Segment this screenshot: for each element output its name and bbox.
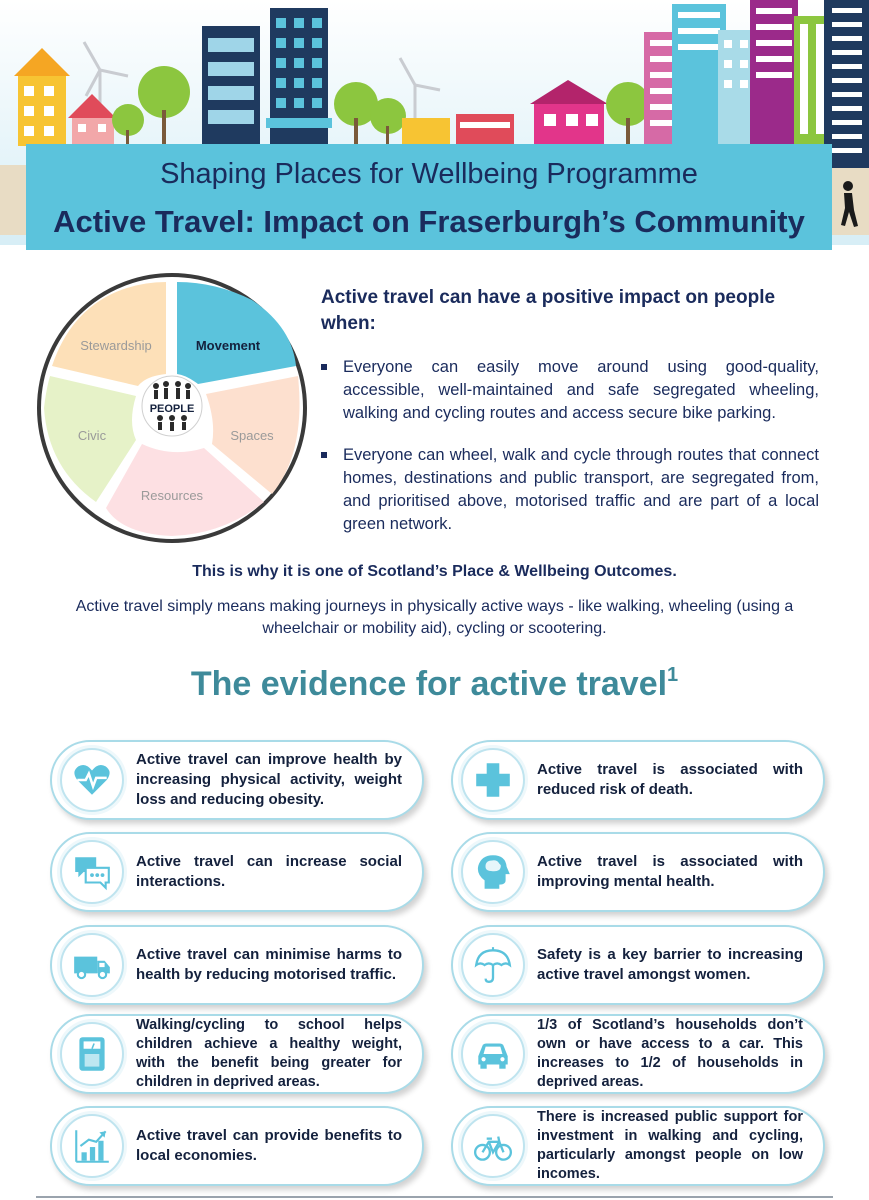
footnote-marker: 1 <box>667 664 679 686</box>
evidence-card-text: Active travel is associated with reduced risk of death. <box>537 761 803 798</box>
scale-icon <box>60 1022 124 1086</box>
evidence-card <box>451 1106 825 1186</box>
evidence-card <box>50 740 424 820</box>
title-banner <box>26 144 832 250</box>
evidence-card <box>50 925 424 1005</box>
outcome-statement: This is why it is one of Scotland’s Place & Wellbeing Outcomes. <box>192 563 677 580</box>
evidence-card-text: Walking/cycling to school helps children achieve a healthy weight, with the benefit being greater for children in deprived areas. <box>136 1017 402 1090</box>
head-brain-icon <box>461 840 525 904</box>
bullet-square-icon <box>321 452 327 458</box>
evidence-card <box>451 740 825 820</box>
evidence-card-text: There is increased public support for investment in walking and cycling, particularly amongst people on low incomes. <box>537 1109 803 1182</box>
bottom-divider <box>36 1196 833 1198</box>
place-standard-wheel <box>36 272 308 544</box>
evidence-card <box>451 1014 825 1094</box>
list-item: Everyone can easily move around using good-quality, accessible, well-maintained and safe segregated wheeling, walking and cycling routes and access secure bike parking. <box>321 356 819 425</box>
page-title: Active Travel: Impact on Fraserburgh’s Community <box>53 204 805 239</box>
wheel-label-resources: Resources <box>140 488 204 503</box>
wheel-segment-movement <box>177 282 296 384</box>
list-item: Everyone can wheel, walk and cycle through routes that connect homes, destinations and public transport, are segregated from, and prioritised above, motorised traffic and are part of a local green network. <box>321 444 819 536</box>
evidence-card <box>50 1014 424 1094</box>
car-icon <box>461 1022 525 1086</box>
van-icon <box>60 933 124 997</box>
wheel-label-civic: Civic <box>77 428 107 443</box>
evidence-card <box>451 925 825 1005</box>
evidence-card <box>50 832 424 912</box>
heart-pulse-icon <box>60 748 124 812</box>
umbrella-icon <box>461 933 525 997</box>
intro-heading: Active travel can have a positive impact on people when: <box>321 287 776 334</box>
evidence-card-text: Safety is a key barrier to increasing active travel amongst women. <box>537 946 803 983</box>
growth-chart-icon <box>60 1114 124 1178</box>
programme-subtitle: Shaping Places for Wellbeing Programme <box>160 158 698 190</box>
wheel-label-stewardship: Stewardship <box>80 338 152 353</box>
wheel-label-movement: Movement <box>195 338 261 353</box>
evidence-card-text: Active travel can provide benefits to local economies. <box>136 1127 402 1164</box>
evidence-heading: The evidence for active travel$^1$ <box>190 664 679 703</box>
evidence-card-text: Active travel can minimise harms to health by reducing motorised traffic. <box>136 946 402 983</box>
conditions-list <box>321 356 819 555</box>
active-travel-definition: Active travel simply means making journeys in physically active ways - like walking, wheeling (using a wheelchair or mobility aid), cycling or scootering. <box>75 598 794 637</box>
medical-cross-icon <box>461 748 525 812</box>
bullet-square-icon <box>321 364 327 370</box>
evidence-card <box>50 1106 424 1186</box>
evidence-card-text: Active travel can increase social interactions. <box>136 853 402 890</box>
evidence-card <box>451 832 825 912</box>
bicycle-icon <box>461 1114 525 1178</box>
wheel-label-spaces: Spaces <box>230 428 274 443</box>
evidence-card-text: Active travel can improve health by increasing physical activity, weight loss and reducing obesity. <box>136 751 402 808</box>
speech-bubbles-icon <box>60 840 124 904</box>
wheel-center-label: PEOPLE <box>149 403 195 415</box>
evidence-card-text: Active travel is associated with improving mental health. <box>537 853 803 890</box>
evidence-card-text: 1/3 of Scotland’s households don’t own or have access to a car. This increases to 1/2 of households in deprived areas. <box>537 1017 803 1090</box>
